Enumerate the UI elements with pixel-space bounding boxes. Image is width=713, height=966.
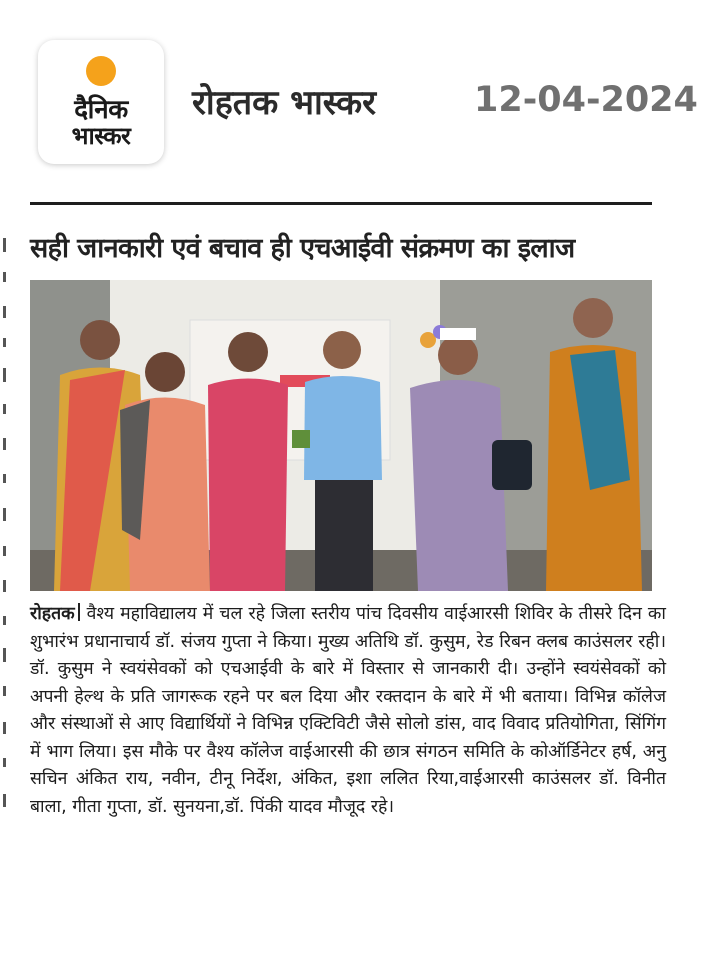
header-divider	[30, 202, 652, 205]
logo-text-line2: भास्कर	[71, 122, 131, 150]
newspaper-logo	[38, 40, 164, 164]
article-dateline: रोहतक	[30, 604, 75, 624]
publication-date: 12-04-2024	[474, 80, 698, 120]
article-text: वैश्य महाविद्यालय में चल रहे जिला स्तरीय पांच दिवसीय वाईआरसी शिविर के तीसरे दिन का शुभारंभ प्रधानाचार्य डॉ. संजय गुप्ता ने किया। मुख्य अतिथि डॉ. कुसुम, रेड रिबन क्लब काउंसलर रही। डॉ. कुसुम ने स्वयंसेवकों को एचआईवी के बारे में विस्तार से जानकारी दी। उन्होंने स्वयंसेवकों को अपनी हेल्थ के प्रति जागरूक रहने पर बल दिया और रक्तदान के बारे में भी बताया। विभिन्न कॉलेज और संस्थाओं से आए विद्यार्थियों ने विभिन्न एक्टिविटी जैसे सोलो डांस, वाद विवाद प्रतियोगिता, सिंगिंग में भाग लिया। इस मौके पर वैश्य कॉलेज वाईआरसी की छात्र संगठन समिति के कोऑर्डिनेटर हर्ष, अनु सचिन अंकित राय, नवीन, टीनू निर्देश, अंकित, इशा ललित रिया,वाईआरसी काउंसलर डॉ. विनीत बाला, गीता गुप्ता, डॉ. सुनयना,डॉ. पिंकी यादव मौजूद रहे।	[30, 604, 666, 817]
event-photo	[30, 280, 652, 591]
logo-text-line1: दैनिक	[74, 95, 128, 125]
article-body	[30, 601, 666, 821]
adjacent-column-edge	[0, 228, 12, 828]
dateline-separator	[78, 603, 80, 621]
article-headline: सही जानकारी एवं बचाव ही एचआईवी संक्रमण का इलाज	[30, 233, 575, 264]
edition-title: रोहतक भास्कर	[192, 83, 377, 123]
sun-icon	[86, 56, 116, 86]
